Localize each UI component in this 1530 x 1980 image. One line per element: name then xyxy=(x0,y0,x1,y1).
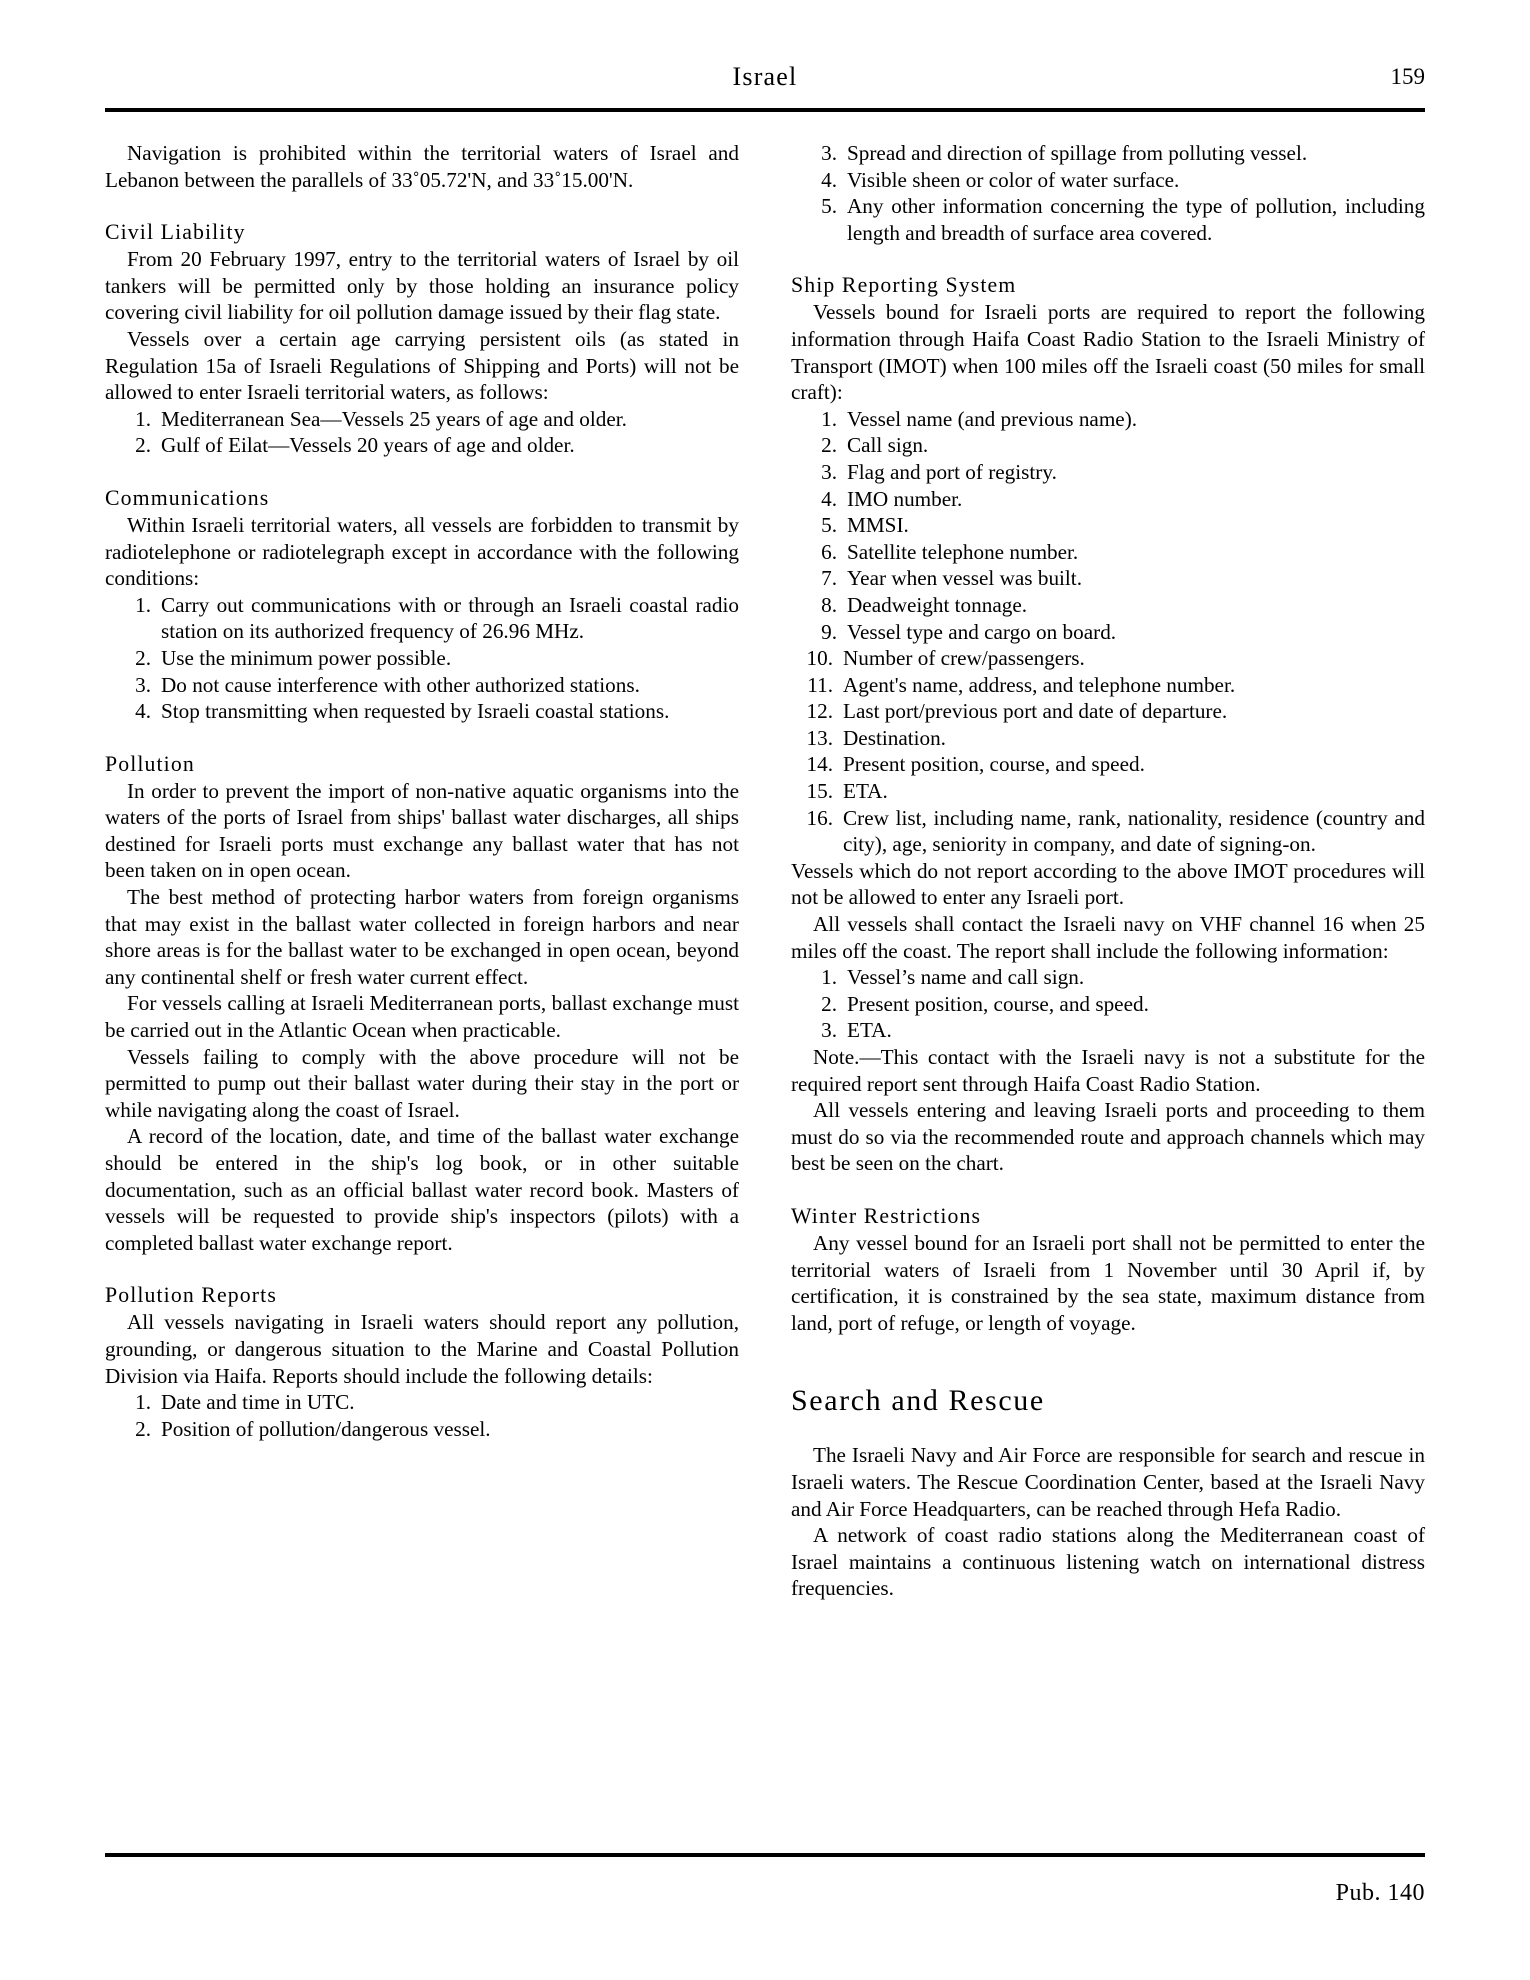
list-item xyxy=(791,645,1425,672)
list-item xyxy=(791,193,1425,246)
pollution-paragraph-5: A record of the location, date, and time of the ballast water exchange should be entered in the ship's log book, or in other suitable documentation, such as an official ballast water record book. Masters of vessels will be requested to provide ship's inspectors (pilots) with a completed ballast water exchange report. xyxy=(105,1124,739,1255)
list-item-number: 2. xyxy=(135,1416,151,1441)
ship-reporting-paragraph-1: Vessels bound for Israeli ports are required to report the following information through Haifa Coast Radio Station to the Israeli Ministry of Transport (IMOT) when 100 miles off the Israeli coast (50 miles for small craft): xyxy=(791,300,1425,405)
list-item-text: Visible sheen or color of water surface. xyxy=(847,167,1180,192)
ship-reporting-paragraph-4: All vessels entering and leaving Israeli ports and proceeding to them must do so via the recommended route and approach channels which may best be seen on the chart. xyxy=(791,1098,1425,1176)
search-and-rescue-paragraph-1: The Israeli Navy and Air Force are responsible for search and rescue in Israeli waters. The Rescue Coordination Center, based at the Israeli Navy and Air Force Headquarters, can be reached through Hefa Radio. xyxy=(791,1443,1425,1521)
list-item-number: 4. xyxy=(821,486,837,511)
list-item xyxy=(791,512,1425,539)
section-heading-civil-liability: Civil Liability xyxy=(105,220,246,245)
list-item xyxy=(791,698,1425,725)
list-item-text: ETA. xyxy=(843,779,888,804)
pollution-paragraph-1: In order to prevent the import of non-native aquatic organisms into the waters of the ports of Israel from ships' ballast water discharges, all ships destined for Israeli ports must exchange any ballast water that has not been taken on in open ocean. xyxy=(105,778,739,883)
major-heading-search-and-rescue: Search and Rescue xyxy=(791,1384,1045,1418)
list-item-number: 15. xyxy=(806,779,833,804)
list-item xyxy=(791,1017,1425,1044)
spacer xyxy=(105,193,739,219)
search-and-rescue-paragraph-2: A network of coast radio stations along the Mediterranean coast of Israel maintains a continuous listening watch on international distress frequencies. xyxy=(791,1523,1425,1601)
section-heading-pollution-reports: Pollution Reports xyxy=(105,1283,277,1308)
list-item-text: Agent's name, address, and telephone number. xyxy=(843,672,1236,697)
list-item-text: Position of pollution/dangerous vessel. xyxy=(161,1416,491,1441)
list-item-text: Present position, course, and speed. xyxy=(847,991,1149,1016)
navy-contact-note: Note.—This contact with the Israeli navy is not a substitute for the required report sent through Haifa Coast Radio Station. xyxy=(791,1045,1425,1096)
list-item-number: 16. xyxy=(806,805,833,830)
list-item-number: 2. xyxy=(821,433,837,458)
list-item-text: Deadweight tonnage. xyxy=(847,592,1028,617)
list-item xyxy=(105,406,739,433)
list-item-number: 4. xyxy=(821,167,837,192)
spacer xyxy=(791,1336,1425,1382)
section-heading-pollution: Pollution xyxy=(105,751,195,776)
pollution-paragraph-2: The best method of protecting harbor waters from foreign organisms that may exist in the ballast water collected in foreign harbors and near shore areas is for the ballast water to be exchanged in open ocean, beyond any continental shelf or fresh water current effect. xyxy=(105,885,739,989)
list-item-number: 3. xyxy=(821,141,837,165)
list-item xyxy=(791,406,1425,433)
list-item-text: Number of crew/passengers. xyxy=(843,646,1085,671)
page-title: Israel xyxy=(732,62,798,91)
list-item xyxy=(791,805,1425,858)
list-item-number: 3. xyxy=(821,459,837,484)
list-item-number: 2. xyxy=(135,433,151,458)
list-item-number: 2. xyxy=(821,991,837,1016)
list-item xyxy=(105,1416,739,1443)
list-item-number: 14. xyxy=(806,752,833,777)
list-item-text: Carry out communications with or through an Israeli coastal radio station on its authorized frequency of 26.96 MHz. xyxy=(161,592,739,644)
ship-reporting-paragraph-3: All vessels shall contact the Israeli navy on VHF channel 16 when 25 miles off the coast. The report shall include the following information: xyxy=(791,912,1425,963)
list-item-text: Do not cause interference with other authorized stations. xyxy=(161,672,640,697)
list-item-text: Call sign. xyxy=(847,433,929,458)
spacer xyxy=(105,459,739,485)
list-item xyxy=(791,619,1425,646)
list-item xyxy=(791,459,1425,486)
list-item xyxy=(105,432,739,459)
footer-publication: Pub. 140 xyxy=(1335,1880,1425,1906)
list-item xyxy=(791,565,1425,592)
civil-liability-paragraph-1: From 20 February 1997, entry to the territorial waters of Israel by oil tankers will be permitted only by those holding an insurance policy covering civil liability for oil pollution damage issued by their flag state. xyxy=(105,247,739,325)
ship-reporting-list xyxy=(791,406,1425,858)
list-item-number: 1. xyxy=(135,406,151,431)
intro-paragraph: Navigation is prohibited within the territorial waters of Israel and Lebanon between the parallels of 33˚05.72'N, and 33˚15.00'N. xyxy=(105,141,739,192)
list-item xyxy=(791,778,1425,805)
list-item-number: 13. xyxy=(806,725,833,750)
list-item-text: Present position, course, and speed. xyxy=(843,752,1145,777)
list-item xyxy=(791,991,1425,1018)
list-item-text: Date and time in UTC. xyxy=(161,1390,355,1415)
footer-rule xyxy=(105,1853,1425,1857)
navy-contact-list xyxy=(791,964,1425,1044)
pollution-paragraph-3: For vessels calling at Israeli Mediterranean ports, ballast exchange must be carried out in the Atlantic Ocean when practicable. xyxy=(105,991,739,1043)
list-item-text: Satellite telephone number. xyxy=(847,539,1079,564)
spacer xyxy=(791,246,1425,272)
ship-reporting-paragraph-2: Vessels which do not report according to the above IMOT procedures will not be allowed to enter any Israeli port. xyxy=(791,858,1425,910)
pollution-reports-list-continued xyxy=(791,140,1425,246)
list-item-number: 3. xyxy=(135,672,151,697)
list-item-text: ETA. xyxy=(847,1018,892,1043)
list-item-number: 3. xyxy=(821,1018,837,1043)
header-rule xyxy=(105,108,1425,112)
list-item xyxy=(105,592,739,645)
list-item xyxy=(105,1389,739,1416)
pollution-reports-paragraph-1: All vessels navigating in Israeli waters should report any pollution, grounding, or dangerous situation to the Marine and Coastal Pollution Division via Haifa. Reports should include the following details: xyxy=(105,1310,739,1388)
list-item-text: Gulf of Eilat—Vessels 20 years of age and older. xyxy=(161,433,575,458)
list-item-number: 1. xyxy=(135,592,151,617)
list-item-text: MMSI. xyxy=(847,513,909,538)
list-item-number: 8. xyxy=(821,592,837,617)
civil-liability-paragraph-2: Vessels over a certain age carrying persistent oils (as stated in Regulation 15a of Israeli Regulations of Shipping and Ports) will not be allowed to enter Israeli territorial waters, as follows: xyxy=(105,326,739,405)
list-item-number: 11. xyxy=(807,672,833,697)
list-item xyxy=(791,432,1425,459)
section-heading-winter-restrictions: Winter Restrictions xyxy=(791,1203,982,1228)
list-item-text: Vessel name (and previous name). xyxy=(847,406,1138,431)
list-item-number: 1. xyxy=(821,965,837,990)
list-item-number: 10. xyxy=(806,646,833,671)
pollution-paragraph-4: Vessels failing to comply with the above procedure will not be permitted to pump out their ballast water during their stay in the port or while navigating along the coast of Israel. xyxy=(105,1044,739,1122)
left-column xyxy=(105,140,739,1840)
two-column-body xyxy=(105,140,1425,1840)
list-item-text: Stop transmitting when requested by Israeli coastal stations. xyxy=(161,699,670,724)
list-item xyxy=(791,672,1425,699)
spacer xyxy=(105,1256,739,1282)
section-heading-communications: Communications xyxy=(105,485,270,510)
list-item-number: 1. xyxy=(821,406,837,431)
list-item-text: Any other information concerning the type of pollution, including length and breadth of surface area covered. xyxy=(847,194,1425,245)
list-item xyxy=(791,725,1425,752)
list-item-number: 6. xyxy=(821,539,837,564)
list-item-text: Mediterranean Sea—Vessels 25 years of age and older. xyxy=(161,406,627,431)
list-item-text: Destination. xyxy=(843,725,946,750)
list-item-number: 12. xyxy=(806,699,833,724)
list-item-text: IMO number. xyxy=(847,486,963,511)
list-item xyxy=(791,486,1425,513)
list-item xyxy=(791,539,1425,566)
list-item-number: 5. xyxy=(821,194,837,219)
list-item xyxy=(791,167,1425,194)
list-item-number: 5. xyxy=(821,513,837,538)
page-number: 159 xyxy=(1390,64,1425,89)
section-heading-ship-reporting-system: Ship Reporting System xyxy=(791,273,1017,298)
spacer xyxy=(105,725,739,751)
list-item-text: Year when vessel was built. xyxy=(847,566,1082,591)
list-item xyxy=(791,592,1425,619)
list-item xyxy=(105,672,739,699)
list-item xyxy=(791,751,1425,778)
list-item xyxy=(791,140,1425,167)
list-item-text: Last port/previous port and date of departure. xyxy=(843,699,1228,724)
communications-list xyxy=(105,592,739,725)
list-item-text: Flag and port of registry. xyxy=(847,459,1057,484)
list-item-number: 4. xyxy=(135,699,151,724)
list-item-text: Vessel’s name and call sign. xyxy=(847,965,1085,990)
winter-restrictions-paragraph-1: Any vessel bound for an Israeli port shall not be permitted to enter the territorial waters of Israeli from 1 November until 30 April if, by certification, it is constrained by the sea state, maximum distance from land, port of refuge, or length of voyage. xyxy=(791,1230,1425,1335)
running-head xyxy=(105,62,1425,102)
list-item-text: Spread and direction of spillage from polluting vessel. xyxy=(847,141,1308,165)
spacer xyxy=(791,1177,1425,1203)
spacer xyxy=(791,1420,1425,1442)
list-item-number: 2. xyxy=(135,645,151,670)
right-column xyxy=(791,140,1425,1840)
pollution-reports-list xyxy=(105,1389,739,1442)
communications-paragraph-1: Within Israeli territorial waters, all vessels are forbidden to transmit by radiotelephone or radiotelegraph except in accordance with the following conditions: xyxy=(105,512,739,591)
list-item xyxy=(105,645,739,672)
list-item-number: 9. xyxy=(821,619,837,644)
list-item xyxy=(791,964,1425,991)
civil-liability-list xyxy=(105,406,739,459)
list-item xyxy=(105,698,739,725)
list-item-text: Vessel type and cargo on board. xyxy=(847,619,1117,644)
list-item-number: 1. xyxy=(135,1390,151,1415)
list-item-text: Crew list, including name, rank, nationality, residence (country and city), age, seniority in company, and date of signing-on. xyxy=(843,805,1425,857)
list-item-number: 7. xyxy=(821,566,837,591)
list-item-text: Use the minimum power possible. xyxy=(161,645,452,670)
